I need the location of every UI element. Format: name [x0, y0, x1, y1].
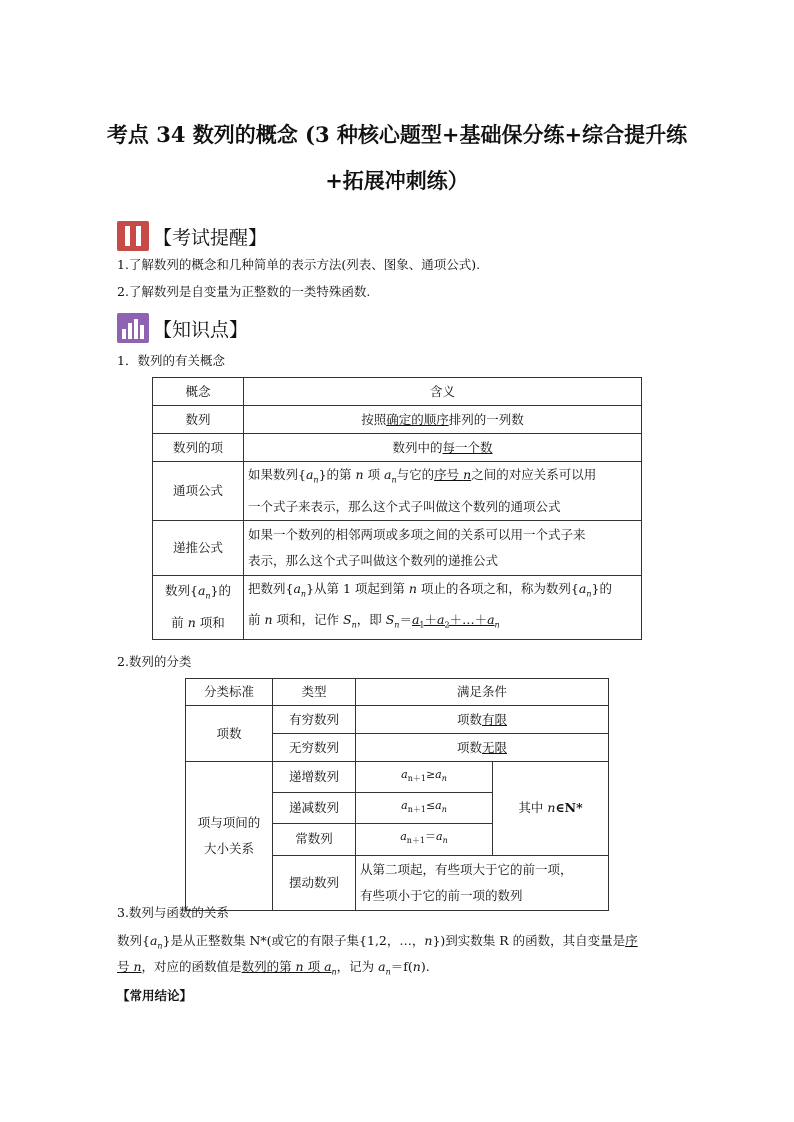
term-item: 数列的项 — [153, 434, 244, 462]
cond-constant: $a_{n+1}=a_n$ — [356, 824, 493, 855]
pause-bars-icon — [117, 221, 149, 251]
term-general-formula: 通项公式 — [153, 462, 244, 521]
exam-item-1: 1.了解数列的概念和几种简单的表示方法(列表、图象、通项公式). — [117, 257, 481, 272]
group-size-relation: 项与项间的 大小关系 — [186, 762, 273, 911]
meaning-sequence: 按照确定的顺序排列的一列数 — [244, 406, 642, 434]
section-knowledge-header — [117, 313, 248, 343]
classification-table — [185, 678, 609, 911]
cond-increasing: $a_{n+1}\ge a_n$ — [356, 762, 493, 793]
section-knowledge-label: 【知识点】 — [153, 318, 249, 341]
cond-infinite: 项数无限 — [356, 734, 609, 762]
type-decreasing: 递减数列 — [273, 793, 356, 824]
header-condition: 满足条件 — [356, 679, 609, 706]
type-increasing: 递增数列 — [273, 762, 356, 793]
table-row — [186, 762, 609, 793]
exam-item-2: 2.了解数列是自变量为正整数的一类特殊函数. — [117, 284, 371, 299]
header-type: 类型 — [273, 679, 356, 706]
type-infinite: 无穷数列 — [273, 734, 356, 762]
table-row — [153, 520, 642, 575]
cond-oscillating: 从第二项起，有些项大于它的前一项， 有些项小于它的前一项的数列 — [356, 855, 609, 910]
table-row — [153, 575, 642, 639]
bar-chart-icon — [117, 313, 149, 343]
section-exam-label: 【考试提醒】 — [153, 226, 268, 249]
term-partial-sum: 数列$\{a_n\}$的 前 n 项和 — [153, 575, 244, 639]
meaning-recurrence-formula: 如果一个数列的相邻两项或多项之间的关系可以用一个式子来 表示，那么这个式子叫做这个数列的递推公式 — [244, 520, 642, 575]
cond-where: 其中 n∈N* — [493, 762, 609, 856]
page-title: 考点 34 数列的概念 (3 种核心题型+基础保分练+综合提升练 +拓展冲刺练） — [106, 122, 688, 193]
header-concept: 概念 — [153, 378, 244, 406]
part1-heading: 1．数列的有关概念 — [117, 353, 225, 368]
term-recurrence-formula: 递推公式 — [153, 520, 244, 575]
section-exam-header — [117, 221, 267, 251]
term-sequence: 数列 — [153, 406, 244, 434]
header-criterion: 分类标准 — [186, 679, 273, 706]
cond-finite: 项数有限 — [356, 706, 609, 734]
type-oscillating: 摆动数列 — [273, 855, 356, 910]
type-constant: 常数列 — [273, 824, 356, 855]
part3-text-line1: 数列$\{a_n\}$是从正整数集 N*(或它的有限子集{1,2，…，n})到实数集 R 的函数，其自变量是序 — [117, 933, 638, 951]
part3-text-line2: 号 n，对应的函数值是数列的第 n 项 $a_n$，记为 $a_n=f(n)$. — [117, 959, 430, 977]
table-row — [153, 434, 642, 462]
common-conclusions-heading: 【常用结论】 — [117, 988, 193, 1003]
table-row — [153, 406, 642, 434]
type-finite: 有穷数列 — [273, 706, 356, 734]
meaning-item: 数列中的每一个数 — [244, 434, 642, 462]
table-row — [153, 462, 642, 521]
cond-decreasing: $a_{n+1}\le a_n$ — [356, 793, 493, 824]
table-row — [186, 706, 609, 734]
concept-table — [152, 377, 642, 640]
meaning-partial-sum: 把数列$\{a_n\}$从第 1 项起到第 n 项止的各项之和，称为数列$\{a_n\}$的 前 n 项和，记作 $S_n$，即 $S_n=a_1+a_2+\dots+a_n$ — [244, 575, 642, 639]
part3-heading: 3.数列与函数的关系 — [117, 905, 229, 920]
header-meaning: 含义 — [244, 378, 642, 406]
group-item-count: 项数 — [186, 706, 273, 762]
meaning-general-formula: 如果数列$\{a_n\}$的第 n 项 $a_n$与它的序号 n之间的对应关系可以用 一个式子来表示，那么这个式子叫做这个数列的通项公式 — [244, 462, 642, 521]
part2-heading: 2.数列的分类 — [117, 654, 192, 669]
